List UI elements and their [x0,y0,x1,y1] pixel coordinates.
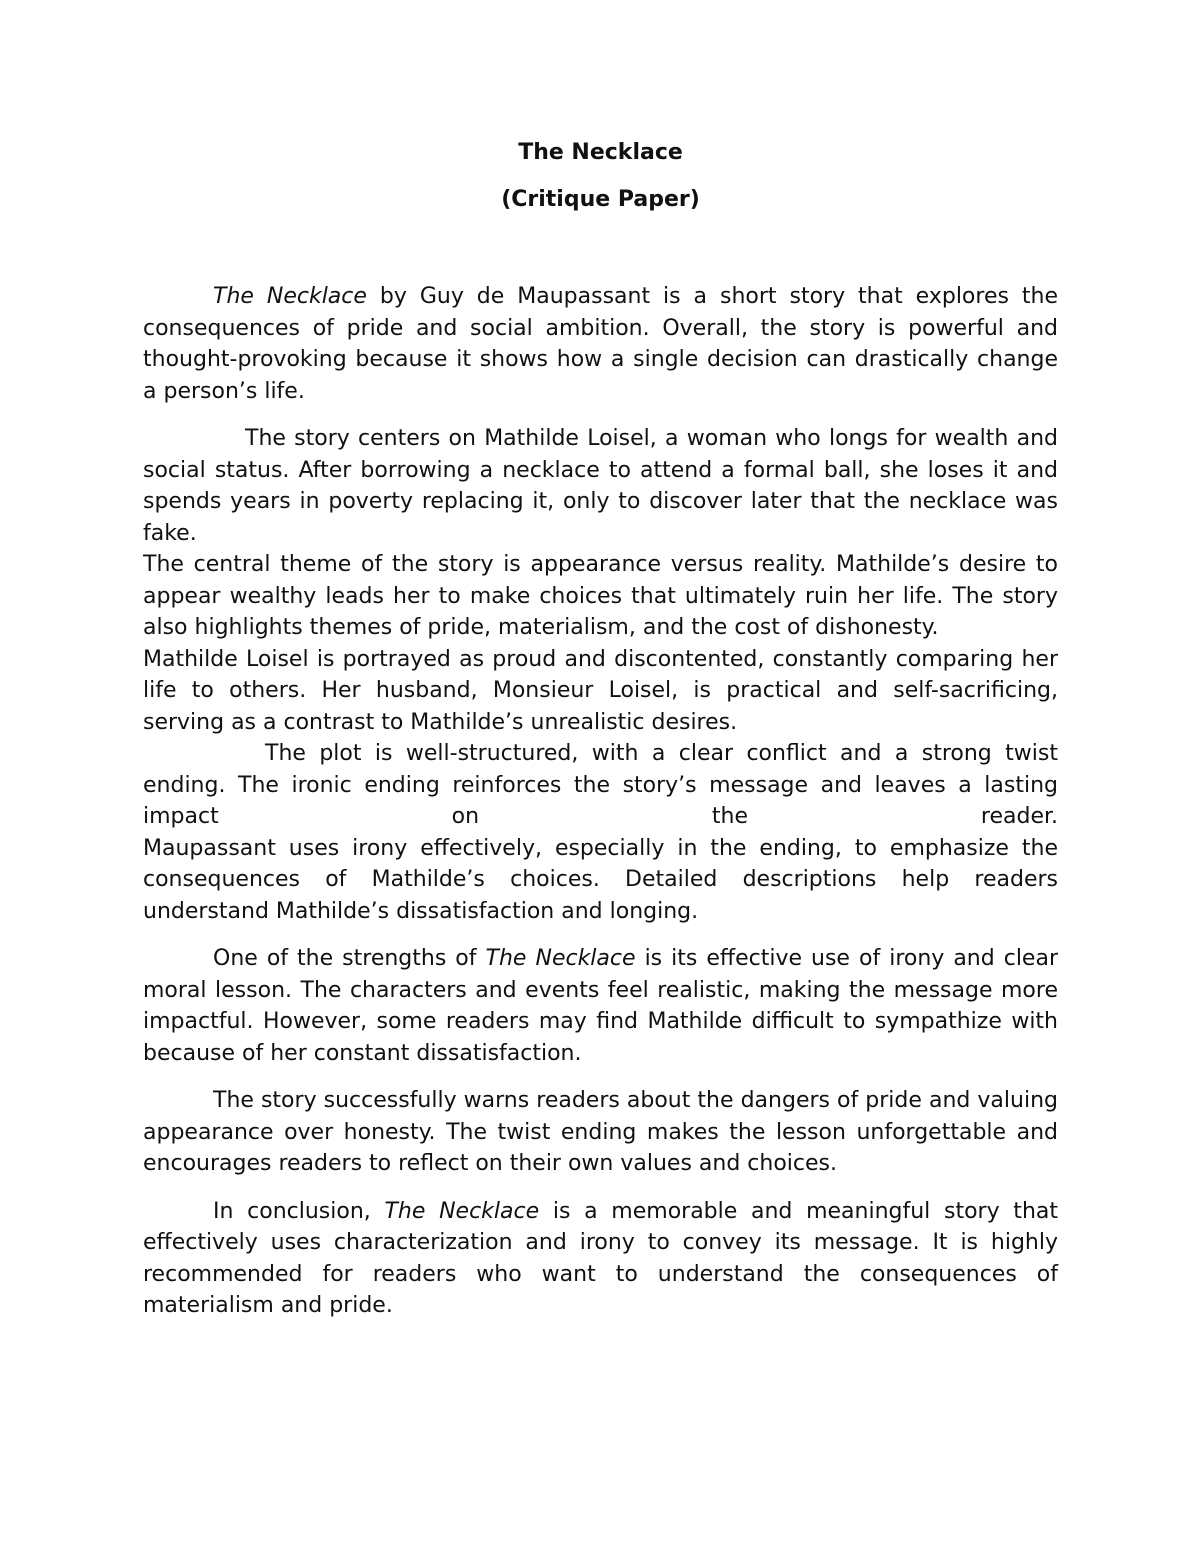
paragraph-characters: Mathilde Loisel is portrayed as proud and discontented, constantly comparing her life to others. Her husband, Monsieur Loisel, is practical and self-sacrificing, serving as a contrast to Mathilde’s unrealistic desires. [143,646,1058,735]
strengths-text-b: is its effective use of irony and clear moral lesson. The characters and events feel realistic, making the message more impactful. However, some readers may find Mathilde difficult to sympathize with because of her constant dissatisfaction. [143,946,1058,1066]
document-page [143,138,1058,1322]
work-title-italic: The Necklace [485,946,636,971]
paragraph-lesson: The story successfully warns readers about the dangers of pride and valuing appearance over honesty. The twist ending makes the lesson unforgettable and encourages readers to reflect on their own values and choices. [143,1088,1058,1176]
strengths-text-a: One of the strengths of [213,946,486,971]
paragraph-summary: The story centers on Mathilde Loisel, a woman who longs for wealth and social status. After borrowing a necklace to attend a formal ball, she loses it and spends years in poverty replacing it, only to discover later that the necklace was fake. [143,426,1058,546]
conclusion-text-a: In conclusion, [213,1198,385,1224]
paragraph-intro [143,281,1058,407]
paragraph-plot: The plot is well-structured, with a clear conflict and a strong twist ending. The ironic ending reinforces the story’s message and leaves a lasting impact on the reader. [143,741,1058,829]
work-title-italic: The Necklace [213,284,367,309]
paragraph-conclusion [143,1196,1058,1322]
document-subtitle: (Critique Paper) [501,187,700,212]
paragraph-theme: The central theme of the story is appearance versus reality. Mathilde’s desire to appear wealthy leads her to make choices that ultimately ruin her life. The story also highlights themes of pride, materialism, and the cost of dishonesty. [143,552,1058,640]
intro-text: by Guy de Maupassant is a short story that explores the consequences of pride and social ambition. Overall, the story is powerful and thought-provoking because it shows how a single decision can drastically change a person’s life. [143,284,1059,404]
paragraph-strengths [143,943,1058,1069]
conclusion-text-b: is a memorable and meaningful story that effectively uses characterization and irony to convey its message. It is highly recommended for readers who want to understand the consequences of materialism and pride. [143,1198,1058,1318]
work-title-italic: The Necklace [384,1198,540,1224]
document-title: The Necklace [518,140,683,165]
paragraph-style: Maupassant uses irony effectively, especially in the ending, to emphasize the consequences of Mathilde’s choices. Detailed descriptions help readers understand Mathilde’s dissatisfaction and longing. [143,835,1058,924]
